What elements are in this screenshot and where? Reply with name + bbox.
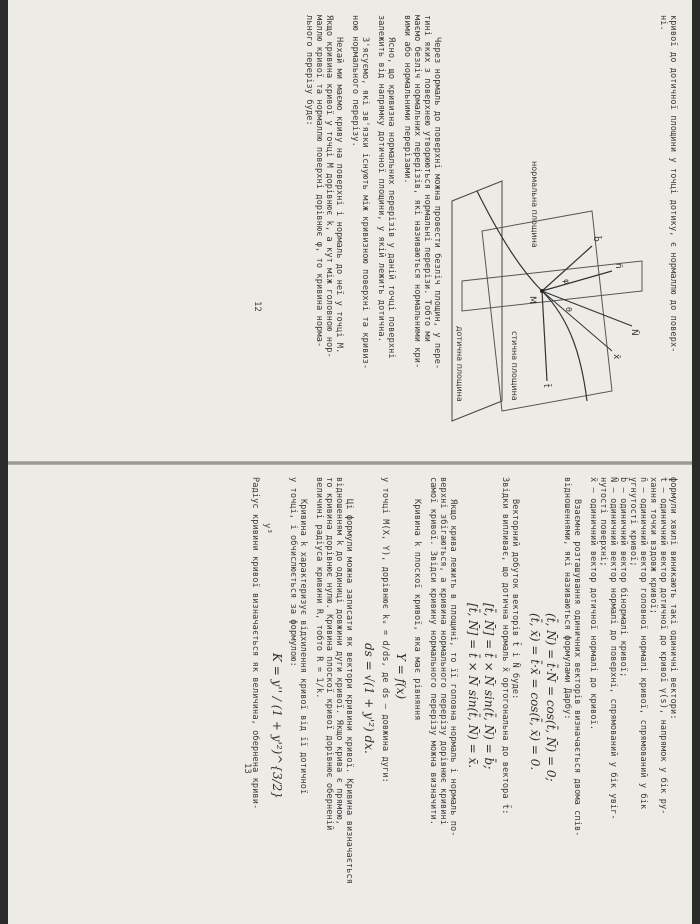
vector-t xyxy=(542,291,547,381)
scan-edge-left xyxy=(0,0,8,924)
formula-cross-2: [t̄, N̄] = t̄ × N̄ sin(t̄, N̄) = x̄. xyxy=(466,603,480,769)
text-line: Кривина k плоскої кривої, яка має рівняння xyxy=(412,499,422,721)
text-line: Нехай ми маємо криву на поверхні і нормаль до неї у точці М. xyxy=(334,37,344,354)
text-line: Ясно, що кривизна нормальних перерізів у даній точці поверхні xyxy=(386,37,396,359)
text-line: кривої до дотичної площини у точці дотику, є нормаллю до поверх- xyxy=(668,15,678,353)
text-line: угнутості кривої; xyxy=(628,477,638,567)
label-vec-b: b̄ xyxy=(591,236,601,242)
margin-mark: y³ xyxy=(262,523,272,534)
text-line: льного перерізу буде: xyxy=(304,15,314,126)
text-line: Якщо кривина кривої у точці М дорівнює k, а кут між головною нор- xyxy=(324,15,334,358)
text-line: t̄ – одиничний вектор дотичної до кривої γ(s), напрямок у бік ру- xyxy=(658,477,668,815)
label-angle-theta: θ xyxy=(564,307,573,312)
text-line: у точці, і обчислюється за формулою: xyxy=(288,477,298,667)
text-line: то кривина дорівнює нулю. Кривина плоскої кривої дорівнює оберненій xyxy=(324,477,334,831)
page-number: 12 xyxy=(252,301,262,312)
label-osculating-plane: стична площина xyxy=(510,331,519,401)
text-line: формули хвилі виникають такі одиничні вектори: xyxy=(668,477,678,720)
label-vec-x: x̄ xyxy=(611,354,621,360)
text-line: Векторний добуток векторів t̄ і N̄ буде: xyxy=(510,499,520,700)
text-line: ні. xyxy=(658,15,668,31)
label-point-m: M xyxy=(527,296,537,304)
text-line: З'ясуємо, які зв'язки існують між кривизною поверхні та кривиз- xyxy=(360,37,370,370)
text-line: Якщо крива лежить в площині, то її головна нормаль і нормаль по- xyxy=(448,499,458,837)
text-line: x̄ – одиничний вектор дотичної нормалі до кривої. xyxy=(588,477,598,731)
vector-N xyxy=(542,291,632,326)
text-line: n̄ – одиничний вектор головної нормалі кривої, спрямований у бік xyxy=(638,477,648,810)
formula-curve: Y = f(x) xyxy=(394,653,408,700)
text-line: ною нормального перерізу. xyxy=(350,15,360,147)
label-vec-n: n̄ xyxy=(613,263,623,269)
formula-cross-1: [t̄, N̄] = t̄ × N̄ sin(t̄, N̄) = b̄; xyxy=(482,603,496,770)
scan-edge-right xyxy=(692,0,700,924)
label-tangent-plane: дотична площина xyxy=(455,326,464,402)
text-line: у точці M(X, Y), дорівнює kᵤ = d/ds, де ds – довжина дуги: xyxy=(380,477,390,783)
text-line: N̄ – одиничний вектор нормалі до поверхні, спрямований у бік увіг- xyxy=(608,477,618,820)
text-line: b̄ – одиничний вектор бінормалі кривої; xyxy=(618,477,628,678)
text-line: хання точки вздовж кривої; xyxy=(648,477,658,615)
formula-darboux-2: (t̄, x̄) = t̄·x̄ = cos(t̄, x̄) = 0. xyxy=(528,613,542,771)
upper-page xyxy=(8,1,692,461)
text-line: тині яких з поверхнею утворюються нормальні перерізи. Тобто ми xyxy=(422,15,432,342)
text-line: величині радіуса кривини R, тобто R = 1/k. xyxy=(314,477,324,699)
label-angle-phi: φ xyxy=(562,279,571,285)
text-line: самої кривої. Звідси кривину нормального перерізу можна визначити. xyxy=(428,477,438,826)
text-line: Кривина k характеризує відхилення кривої від її дотичної xyxy=(298,499,308,795)
lower-page xyxy=(8,463,692,923)
text-line: залежить від напрямку дотичної площини, у якій лежить дотична. xyxy=(376,15,386,342)
text-line: відношенням k до одиниці довжини дуги кривої. Якщо крива є прямою, xyxy=(334,477,344,826)
text-line: відношеннями, які називаються формулами Дарбу: xyxy=(562,477,572,720)
surface-diagram xyxy=(452,151,652,431)
text-line: Радіус кривини кривої визначається як величина, обернена криви- xyxy=(250,477,260,810)
text-line: Ці формули можна записати як вектори кривини кривої. Кривина визначається xyxy=(344,499,354,884)
point-m xyxy=(540,289,544,293)
text-line: маємо безліч нормальних перерізів, які називаються нормальними кри- xyxy=(412,15,422,369)
label-vec-t: t̄ xyxy=(541,384,551,388)
text-line: Звідки випливає, що дотична нормаль x̄ ортогональна до вектора t̄: xyxy=(500,477,510,815)
text-line: Через нормаль до поверхні можна провести безліч площин, у пере- xyxy=(432,37,442,370)
text-line: вими або нормальними перерізами. xyxy=(402,15,412,184)
formula-darboux-1: (t̄, N̄) = t̄·N̄ = cos(t̄, N̄) = 0; xyxy=(544,613,558,782)
formula-curvature: K = y'' / (1 + y'²)^{3/2} xyxy=(270,653,284,799)
text-line: верхні збігаються, а кривина нормального перерізу дорівнює кривині xyxy=(438,477,448,826)
label-normal-plane: нормальна площина xyxy=(530,161,539,248)
text-line: Взаємне розташування одиничних векторів визначається двома спів- xyxy=(572,499,582,837)
formula-arc: ds = √(1 + y'²) dx. xyxy=(362,643,376,754)
text-line: нутості поверхні; xyxy=(598,477,608,567)
label-vec-N: N̄ xyxy=(629,329,639,336)
text-line: маллю кривої та нормаллю поверхні дорівнює φ, то кривина норма- xyxy=(314,15,324,348)
page-number: 13 xyxy=(242,763,252,774)
